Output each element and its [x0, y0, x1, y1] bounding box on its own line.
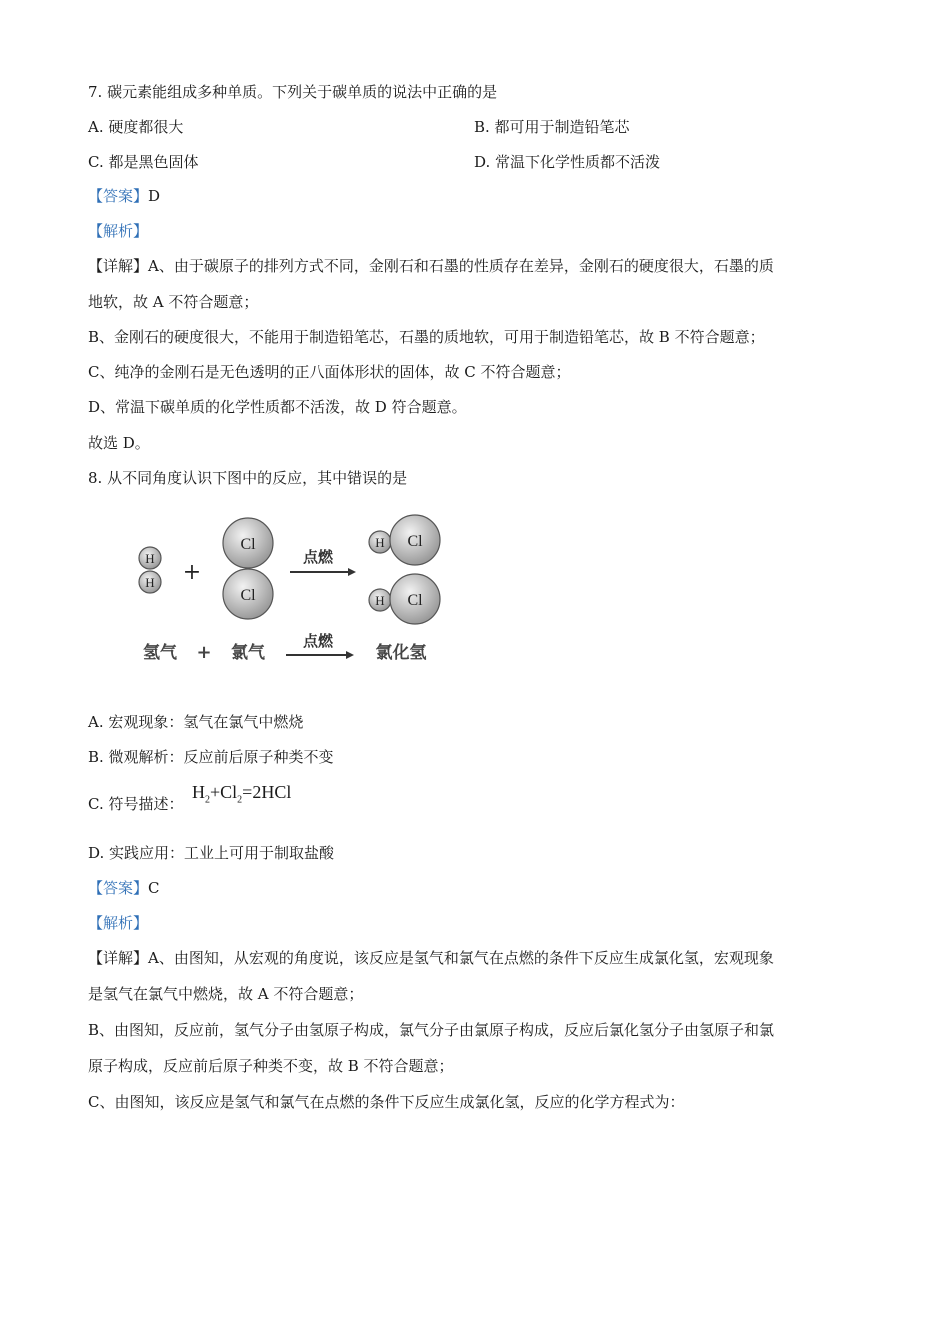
h2-molecule — [139, 547, 161, 593]
detail-tag: 【详解】 — [88, 949, 149, 967]
hcl-molecule — [369, 515, 440, 565]
cl-atom-label: Cl — [240, 587, 256, 604]
formula-cl: +Cl — [210, 782, 238, 802]
q7-detail-1 — [88, 256, 774, 276]
q7-detail-3: C、纯净的金刚石是无色透明的正八面体形状的固体，故 C 不符合题意； — [88, 363, 571, 381]
answer-tag: 【答案】 — [88, 879, 149, 897]
detail-tag: 【详解】 — [88, 257, 149, 275]
word-reactant-chlorine: 氯气 — [231, 643, 265, 663]
q7-detail-4: D、常温下碳单质的化学性质都不活泼，故 D 符合题意。 — [88, 398, 467, 416]
q8-option-a: A. 宏观现象：氢气在氯气中燃烧 — [88, 713, 304, 731]
cl-atom-label: Cl — [240, 536, 256, 553]
q7-option-c: C. 都是黑色固体 — [88, 153, 199, 171]
h-atom-label: H — [375, 535, 385, 550]
q8-answer-line — [88, 878, 160, 898]
q7-analysis-tag: 【解析】 — [88, 222, 149, 240]
formula-h: H — [192, 782, 205, 802]
q8-detail-1 — [88, 948, 774, 968]
q8-stem: 8. 从不同角度认识下图中的反应，其中错误的是 — [88, 469, 408, 487]
condition-label: 点燃 — [302, 548, 334, 566]
q8-answer-value: C — [148, 879, 160, 897]
formula-sub: 2 — [205, 794, 210, 806]
formula-product: =2HCl — [242, 782, 292, 802]
arrow-head — [348, 568, 356, 576]
q7-answer-value: D — [148, 187, 161, 205]
q8-option-c: C. 符号描述： — [88, 795, 184, 813]
q7-detail-1b: 地软，故 A 不符合题意； — [88, 293, 259, 311]
plus-sign: + — [182, 560, 202, 585]
h-atom-label: H — [145, 551, 155, 566]
cl-atom-label: Cl — [407, 592, 423, 609]
q7-stem: 7. 碳元素能组成多种单质。下列关于碳单质的说法中正确的是 — [88, 83, 498, 101]
q8-detail-1b: 是氢气在氯气中燃烧，故 A 不符合题意； — [88, 985, 364, 1003]
q8-option-b: B. 微观解析：反应前后原子种类不变 — [88, 748, 334, 766]
q7-conclusion: 故选 D。 — [88, 434, 150, 452]
q8-detail-2: B、由图知，反应前，氢气分子由氢原子构成，氯气分子由氯原子构成，反应后氯化氢分子由氢原子和氯 — [88, 1021, 775, 1039]
q8-option-c-formula — [192, 782, 291, 806]
cl2-molecule — [223, 518, 273, 619]
q8-analysis-tag: 【解析】 — [88, 914, 149, 932]
h-atom-label: H — [145, 575, 155, 590]
answer-tag: 【答案】 — [88, 187, 149, 205]
q7-detail-1-text: A、由于碳原子的排列方式不同，金刚石和石墨的性质存在差异，金刚石的硬度很大，石墨的质 — [148, 257, 774, 275]
q8-detail-1-text: A、由图知，从宏观的角度说，该反应是氢气和氯气在点燃的条件下反应生成氯化氢，宏观现象 — [148, 949, 774, 967]
q8-detail-3: C、由图知，该反应是氢气和氯气在点燃的条件下反应生成氯化氢，反应的化学方程式为： — [88, 1093, 685, 1111]
h-atom-label: H — [375, 593, 385, 608]
reaction-diagram — [130, 512, 450, 672]
hcl-molecule — [369, 574, 440, 624]
q8-option-d: D. 实践应用：工业上可用于制取盐酸 — [88, 844, 335, 862]
word-plus: + — [196, 642, 212, 663]
word-reactant-hydrogen: 氢气 — [143, 643, 177, 663]
q7-option-d: D. 常温下化学性质都不活泼 — [474, 153, 661, 171]
cl-atom-label: Cl — [407, 533, 423, 550]
q8-detail-2b: 原子构成，反应前后原子种类不变，故 B 不符合题意； — [88, 1057, 454, 1075]
q7-answer-line — [88, 186, 160, 206]
word-product: 氯化氢 — [375, 643, 427, 663]
word-arrow-head — [346, 651, 354, 659]
q7-detail-2: B、金刚石的硬度很大，不能用于制造铅笔芯，石墨的质地软，可用于制造铅笔芯，故 B 不符合题意； — [88, 328, 765, 346]
q7-option-b: B. 都可用于制造铅笔芯 — [474, 118, 630, 136]
formula-sub: 2 — [237, 794, 243, 806]
word-condition: 点燃 — [302, 632, 334, 650]
q7-option-a: A. 硬度都很大 — [88, 118, 184, 136]
